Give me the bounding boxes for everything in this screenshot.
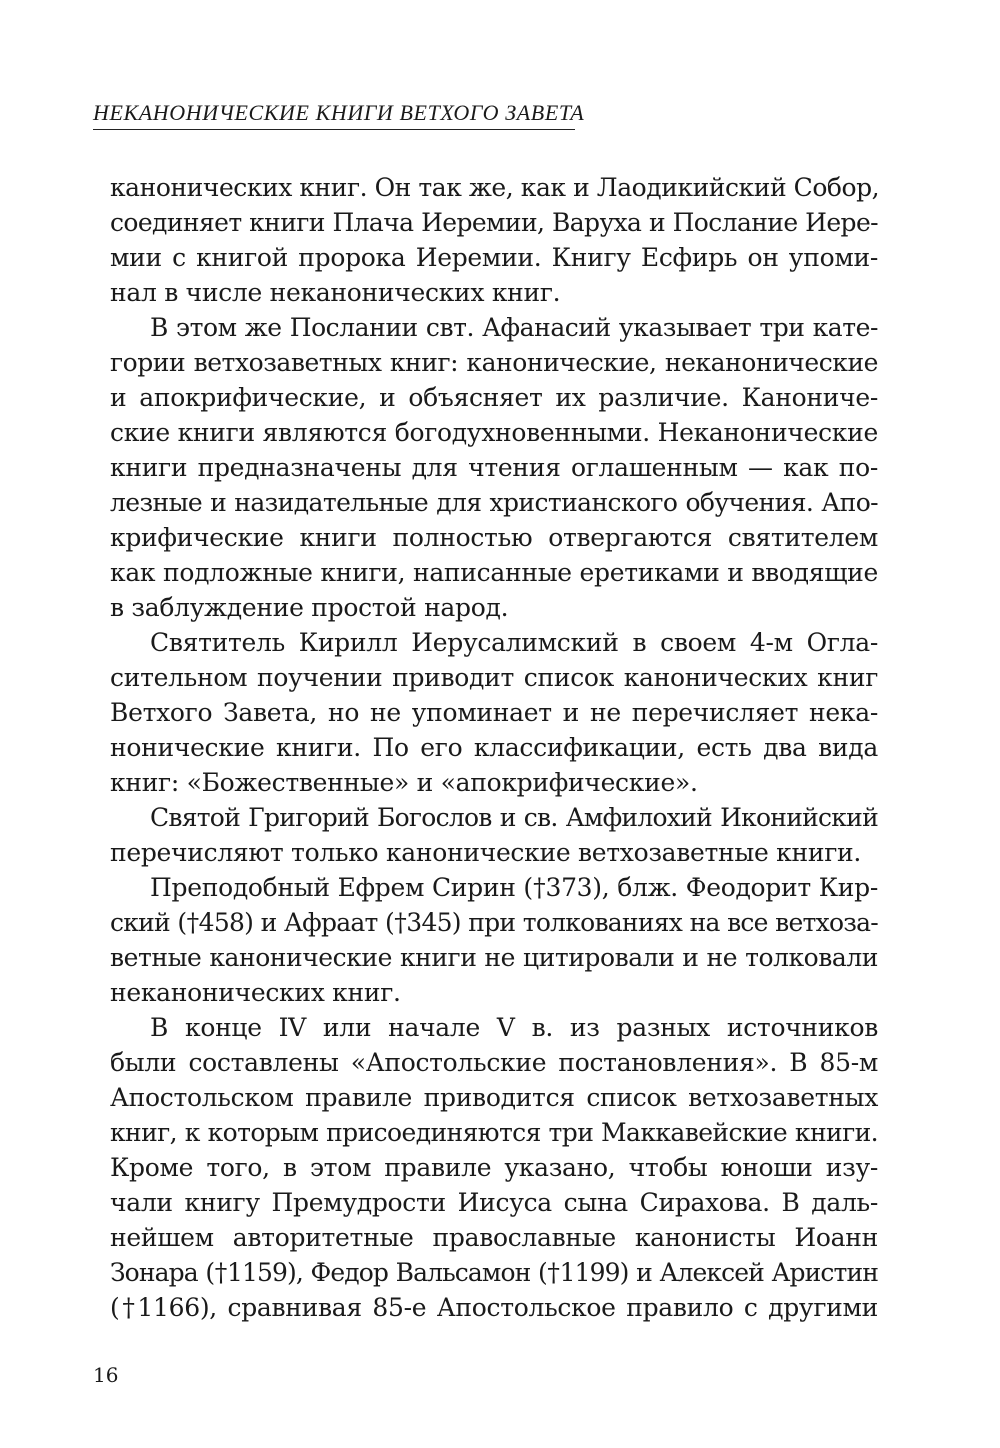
text-line: Святой Григорий Богослов и св. Амфилохий Иконийский — [150, 803, 878, 832]
text-line: Зонара (†1159), Федор Вальсамон (†1199) и Алексей Аристин — [110, 1258, 878, 1287]
text-line: Святитель Кирилл Иерусалимский в своем 4-м Огла- — [150, 628, 878, 657]
text-line: как подложные книги, написанные еретиками и вводящие — [110, 558, 878, 587]
text-line: Кроме того, в этом правиле указано, чтобы юноши изу- — [110, 1153, 878, 1182]
page-number: 16 — [93, 1363, 119, 1387]
text-line: книг, к которым присоединяются три Маккавейские книги. — [110, 1118, 878, 1147]
paragraph — [110, 870, 878, 1010]
text-line: и апокрифические, и объясняет их различие. Канониче- — [110, 383, 878, 412]
text-line: неканонических книг. — [110, 978, 401, 1007]
text-line: нал в числе неканонических книг. — [110, 278, 561, 307]
text-line: В этом же Послании свт. Афанасий указывает три кате- — [150, 313, 878, 342]
text-line: ветные канонические книги не цитировали и не толковали — [110, 943, 878, 972]
text-line: перечисляют только канонические ветхозаветные книги. — [110, 838, 862, 867]
paragraph — [110, 625, 878, 800]
text-line: Преподобный Ефрем Сирин (†373), блж. Феодорит Кир- — [150, 873, 878, 902]
text-line: Ветхого Завета, но не упоминает и не перечисляет нека- — [110, 698, 878, 727]
text-line: книг: «Божественные» и «апокрифические». — [110, 768, 698, 797]
text-line: мии с книгой пророка Иеремии. Книгу Есфирь он упоми- — [110, 243, 878, 272]
paragraph — [110, 1010, 878, 1325]
text-line: крифические книги полностью отвергаются святителем — [110, 523, 878, 552]
text-line: были составлены «Апостольские постановления». В 85-м — [110, 1048, 878, 1077]
running-head: НЕКАНОНИЧЕСКИЕ КНИГИ ВЕТХОГО ЗАВЕТА — [93, 100, 585, 125]
text-line: лезные и назидательные для христианского обучения. Апо- — [110, 488, 878, 517]
text-line: книги предназначены для чтения оглашенным — как по- — [110, 453, 878, 482]
paragraph — [110, 310, 878, 625]
text-line: В конце IV или начале V в. из разных источников — [150, 1013, 878, 1042]
body-text — [110, 170, 878, 1325]
header-rule — [93, 129, 575, 130]
text-line: в заблуждение простой народ. — [110, 593, 509, 622]
text-line: Апостольском правиле приводится список ветхозаветных — [110, 1083, 878, 1112]
text-line: нонические книги. По его классификации, есть два вида — [110, 733, 878, 762]
text-line: соединяет книги Плача Иеремии, Варуха и Послание Иере- — [110, 208, 878, 237]
paragraph — [110, 800, 878, 870]
text-line: чали книгу Премудрости Иисуса сына Сирахова. В даль- — [110, 1188, 878, 1217]
text-line: канонических книг. Он так же, как и Лаодикийский Собор, — [110, 173, 880, 202]
text-line: (†1166), сравнивая 85-е Апостольское правило с другими — [110, 1293, 878, 1322]
text-line: гории ветхозаветных книг: канонические, неканонические — [110, 348, 878, 377]
text-line: сительном поучении приводит список канонических книг — [110, 663, 878, 692]
text-line: нейшем авторитетные православные канонисты Иоанн — [110, 1223, 878, 1252]
paragraph — [110, 170, 878, 310]
text-line: ские книги являются богодухновенными. Неканонические — [110, 418, 878, 447]
text-line: ский (†458) и Афраат (†345) при толкованиях на все ветхоза- — [110, 908, 878, 937]
